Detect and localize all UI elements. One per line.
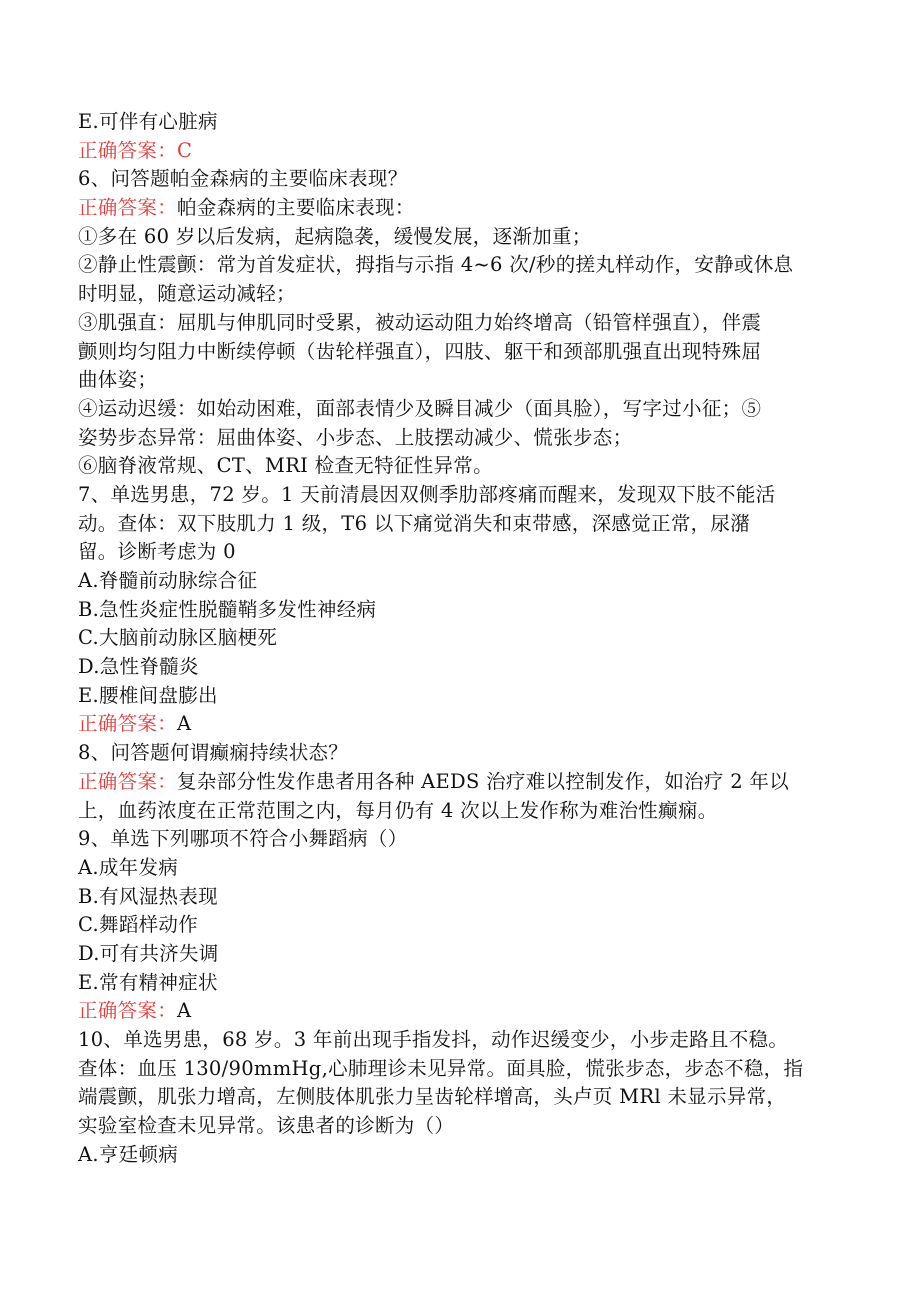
answer-value: A — [177, 999, 192, 1023]
answer-line — [78, 710, 838, 739]
answer-value: C — [177, 138, 193, 162]
answer-label: 正确答案： — [78, 769, 178, 793]
answer-line — [78, 768, 838, 797]
answer-line — [78, 137, 838, 166]
answer-value: 复杂部分性发作患者用各种 AEDS 治疗难以控制发作，如治疗 2 年以 — [177, 769, 790, 793]
answer-body-line: 姿势步态异常：屈曲体姿、小步态、上肢摆动减少、慌张步态； — [78, 425, 633, 449]
answer-body-line: ①多在 60 岁以后发病，起病隐袭，缓慢发展，逐渐加重； — [78, 224, 592, 248]
answer-body-line: 颤则均匀阻力中断续停顿（齿轮样强直），四肢、躯干和颈部肌强直出现特殊屈 — [78, 339, 762, 363]
answer-value: 帕金森病的主要临床表现： — [177, 196, 415, 220]
answer-body-line: 上，血药浓度在正常范围之内，每月仍有 4 次以上发作称为难治性癫痫。 — [78, 798, 718, 822]
option-line: A.亨廷顿病 — [78, 1142, 179, 1166]
option-line: E.可伴有心脏病 — [78, 110, 218, 133]
option-line: D.可有共济失调 — [78, 941, 219, 965]
option-line: C.大脑前动脉区脑梗死 — [78, 626, 278, 650]
question-line: 动。查体：双下肢肌力 1 级，T6 以下痛觉消失和束带感，深感觉正常，尿潴 — [78, 511, 751, 535]
answer-body-line: ②静止性震颤：常为首发症状，拇指与示指 4~6 次/秒的搓丸样动作，安静或休息 — [78, 253, 794, 277]
option-line: C.舞蹈样动作 — [78, 913, 199, 937]
answer-body-line: ③肌强直：屈肌与伸肌同时受累，被动运动阻力始终增高（铅管样强直），伴震 — [78, 310, 762, 334]
question-line: 6、问答题帕金森病的主要临床表现？ — [78, 167, 408, 191]
question-line: 实验室检查未见异常。该患者的诊断为（） — [78, 1114, 455, 1138]
document-page — [78, 108, 838, 1169]
question-line: 10、单选男患，68 岁。3 年前出现手指发抖，动作迟缓变少，小步走路且不稳。 — [78, 1028, 789, 1051]
question-line: 8、问答题何谓癫痫持续状态？ — [78, 741, 349, 765]
answer-body-line: 时明显，随意运动减轻； — [78, 282, 296, 306]
option-line: B.急性炎症性脱髓鞘多发性神经病 — [78, 597, 377, 621]
answer-body-line: ④运动迟缓：如始动困难，面部表情少及瞬目减少（面具脸），写字过小征；⑤ — [78, 396, 762, 420]
answer-label: 正确答案： — [78, 138, 178, 162]
answer-label: 正确答案： — [78, 999, 178, 1023]
question-line: 端震颤，肌张力增高，左侧肢体肌张力呈齿轮样增高，头卢页 MRl 未显示异常， — [78, 1085, 787, 1109]
answer-label: 正确答案： — [78, 712, 178, 736]
answer-line — [78, 997, 838, 1026]
answer-value: A — [177, 712, 192, 736]
option-line: A.脊髓前动脉综合征 — [78, 569, 258, 592]
option-line: A.成年发病 — [78, 855, 179, 879]
question-line: 留。诊断考虑为 0 — [78, 540, 236, 564]
answer-body-line: ⑥脑脊液常规、CT、MRI 检查无特征性异常。 — [78, 454, 493, 478]
question-line: 9、单选下列哪项不符合小舞蹈病（） — [78, 827, 408, 851]
question-line: 7、单选男患，72 岁。1 天前清晨因双侧季肋部疼痛而醒来，发现双下肢不能活 — [78, 482, 776, 506]
option-line: E.腰椎间盘膨出 — [78, 683, 218, 707]
question-line: 查体：血压 130/90mmHg,心肺理诊未见异常。面具脸，慌张步态，步态不稳，指 — [78, 1056, 804, 1080]
answer-line — [78, 194, 838, 223]
option-line: B.有风湿热表现 — [78, 884, 218, 908]
option-line: D.急性脊髓炎 — [78, 655, 199, 679]
answer-body-line: 曲体姿； — [78, 368, 158, 392]
option-line: E.常有精神症状 — [78, 970, 218, 994]
answer-label: 正确答案： — [78, 196, 178, 220]
